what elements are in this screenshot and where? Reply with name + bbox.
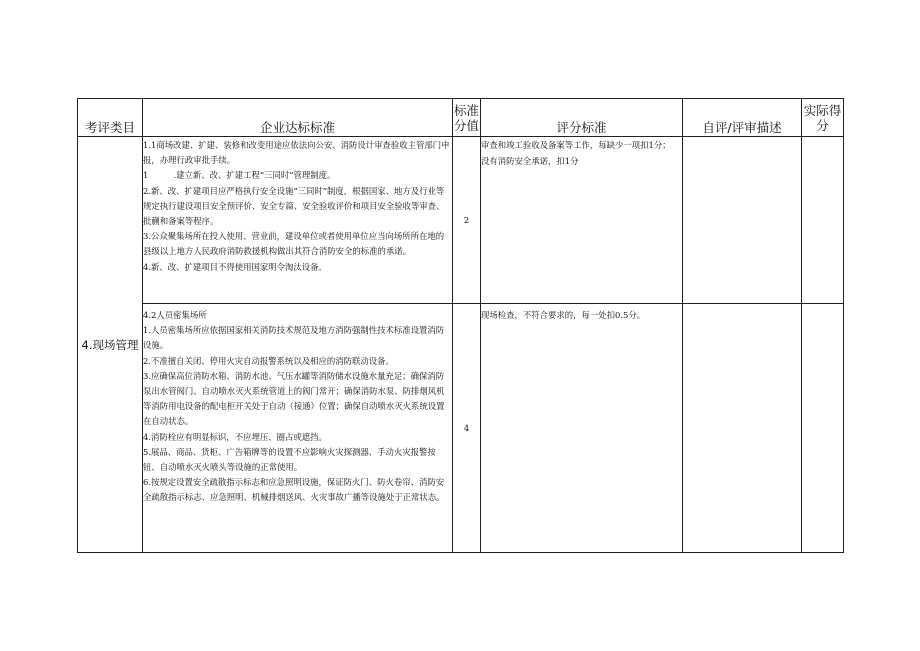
header-actual-line1: 实际得 (803, 102, 842, 118)
rule-item: 现场检查，不符合要求的，每一处扣0.5分。 (481, 310, 646, 320)
actual-score-cell[interactable] (802, 304, 844, 553)
header-standard-score-line1: 标准 (453, 102, 479, 118)
criteria-item: 1 .建立新、改、扩建工程“三同时”管理制度。 (143, 170, 336, 181)
criteria-item: 1.人员密集场所应依据国家相关消防技术规范及地方消防强制性技术标准设置消防设施。 (143, 325, 445, 351)
actual-score-cell[interactable] (802, 137, 844, 304)
rule-item: 没有消防安全承诺，扣1分 (481, 155, 579, 166)
criteria-item: 3.公众聚集场所在投入使用、营业前，建设单位或者使用单位应当向场所所在地的县级以上地方人民政府消防救援机构做出其符合消防安全的标准的承诺。 (143, 231, 445, 257)
scoring-rule-cell (481, 304, 683, 553)
criteria-item: 3.应确保高位消防水箱、消防水池、气压水罐等消防储水设施水量充足；确保消防泵出水管阀门、自动喷水灭火系统管道上的阀门常开；确保消防水泵、防排烟风机等消防用电设备的配电柜开关处于自动（接通）位置；确保自动喷水灭火系统设置在自动状态。 (143, 370, 445, 427)
assessment-table (77, 98, 844, 553)
header-row (78, 99, 844, 137)
standard-score-cell: 4 (453, 304, 481, 553)
header-standard-score (453, 99, 481, 137)
criteria-cell (143, 137, 453, 304)
rule-item: 审查和竣工验收及备案等工作，每缺少一项扣1分； (481, 140, 671, 150)
criteria-item: 2.不准擅自关闭、停用火灾自动报警系统以及相应的消防联动设备。 (143, 355, 394, 366)
criteria-item: 5.展品、商品、货柜、广告箱牌等的设置不应影响火灾探测器、手动火灾报警按钮、自动喷水灭火喷头等设施的正常使用。 (143, 446, 436, 473)
criteria-item: 1.1商场改建、扩建、装修和改变用途应依法向公安、消防设计审查验收主管部门申报，办理行政审批手续。 (143, 140, 450, 166)
table-row (78, 304, 844, 553)
header-self-review: 自评/评审描述 (683, 99, 802, 137)
table-row (78, 137, 844, 304)
criteria-item: 4.新、改、扩建项目不得使用国家明令淘汰设备。 (143, 261, 327, 272)
header-category: 考评类目 (78, 99, 143, 137)
header-standard-score-line2: 分值 (453, 117, 479, 133)
criteria-item: 4.消防栓应有明显标识，不应埋压、圈占或遮挡。 (143, 431, 327, 442)
scoring-rule-cell (481, 137, 683, 304)
header-scoring-rule: 评分标准 (481, 99, 683, 137)
standard-score-cell: 2 (453, 137, 481, 304)
criteria-item: 6.按规定设置安全疏散指示标志和应急照明设施，保证防火门、防火卷帘、消防安全疏散指示标志、应急照明、机械排烟送风、火灾事故广播等设施处于正常状态。 (143, 477, 445, 503)
category-cell: 4.现场管理 (78, 137, 143, 553)
header-actual-score (802, 99, 844, 137)
criteria-item: 4.2人员密集场所 (143, 310, 207, 320)
header-actual-line2: 分 (816, 117, 829, 133)
header-criteria: 企业达标标准 (143, 99, 453, 137)
criteria-item: 2.新、改、扩建项目应严格执行安全设施“三同时”制度，根据国家、地方及行业等规定执行建设项目安全预评价、安全专篇、安全验收评价和项目安全验收等审查、批蒯和备案等程序。 (143, 185, 445, 227)
self-review-cell[interactable] (683, 137, 802, 304)
criteria-cell (143, 304, 453, 553)
self-review-cell[interactable] (683, 304, 802, 553)
